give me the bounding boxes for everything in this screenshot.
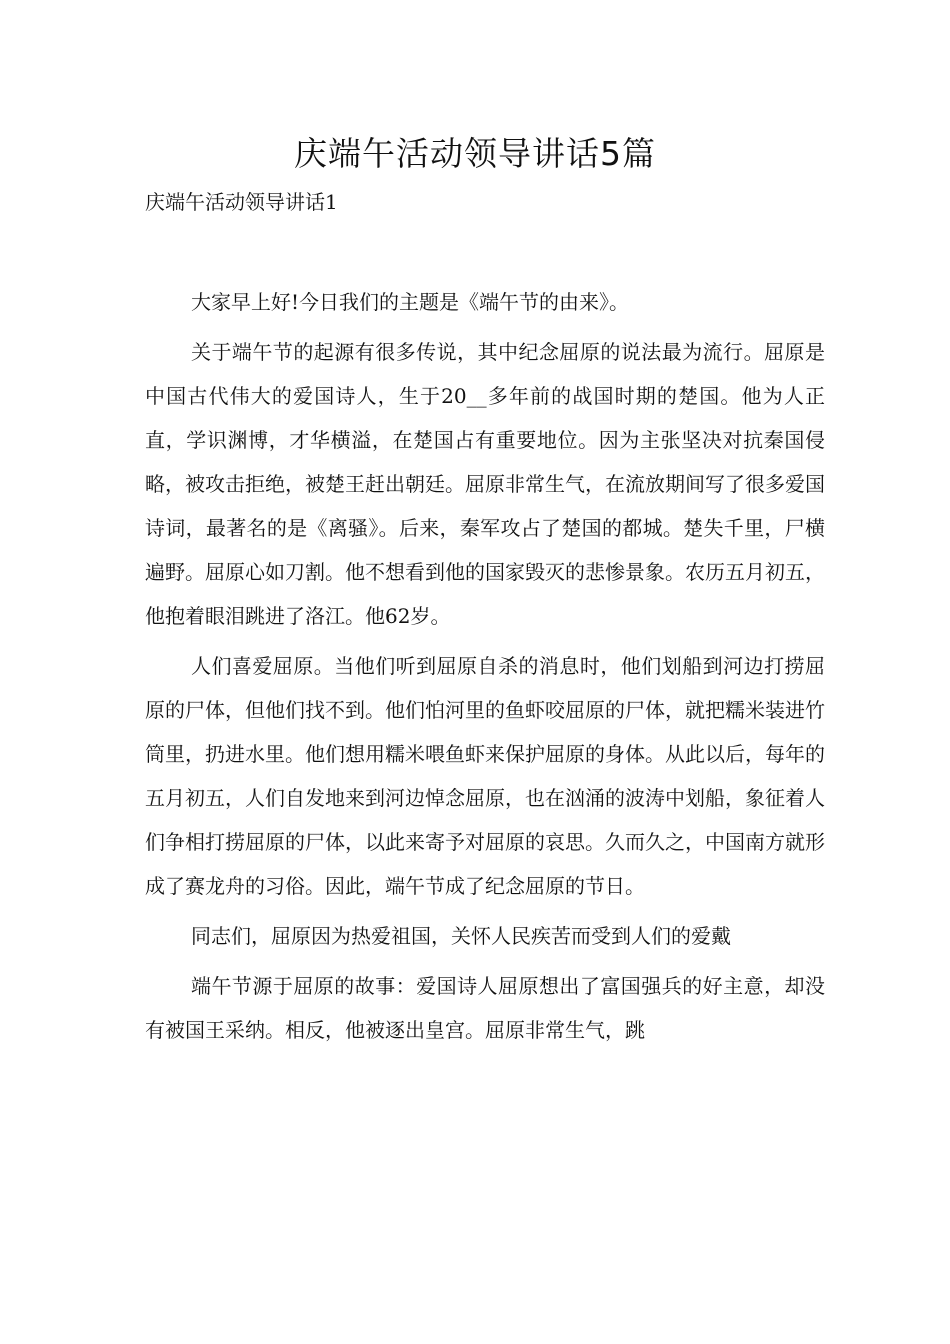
paragraph-customs: 人们喜爱屈原。当他们听到屈原自杀的消息时，他们划船到河边打捞屈原的尸体，但他们找不到。他们怕河里的鱼虾咬屈原的尸体，就把糯米装进竹筒里，扔进水里。他们想用糯米喂鱼虾来保护屈原的身体。从此以后，每年的五月初五，人们自发地来到河边悼念屈原，也在汹涌的波涛中划船，象征着人们争相打捞屈原的尸体，以此来寄予对屈原的哀思。久而久之，中国南方就形成了赛龙舟的习俗。因此，端午节成了纪念屈原的节日。 (145, 654, 825, 898)
document-subtitle: 庆端午活动领导讲话1 (145, 190, 338, 214)
paragraph-origin: 关于端午节的起源有很多传说，其中纪念屈原的说法最为流行。屈原是中国古代伟大的爱国诗人，生于20__多年前的战国时期的楚国。他为人正直，学识渊博，才华横溢，在楚国占有重要地位。因为主张坚决对抗秦国侵略，被攻击拒绝，被楚王赶出朝廷。屈原非常生气，在流放期间写了很多爱国诗词，最著名的是《离骚》。后来，秦军攻占了楚国的都城。楚失千里，尸横遍野。屈原心如刀割。他不想看到他的国家毁灭的悲惨景象。农历五月初五，他抱着眼泪跳进了洛江。他62岁。 (145, 340, 825, 628)
paragraph-story: 端午节源于屈原的故事：爱国诗人屈原想出了富国强兵的好主意，却没有被国王采纳。相反，他被逐出皇宫。屈原非常生气，跳 (145, 974, 825, 1042)
document-body (145, 280, 825, 1058)
paragraph-comrades: 同志们，屈原因为热爱祖国，关怀人民疾苦而受到人们的爱戴 (191, 924, 731, 948)
paragraph-greeting: 大家早上好!今日我们的主题是《端午节的由来》。 (191, 290, 630, 314)
document-title: 庆端午活动领导讲话5篇 (294, 134, 656, 173)
